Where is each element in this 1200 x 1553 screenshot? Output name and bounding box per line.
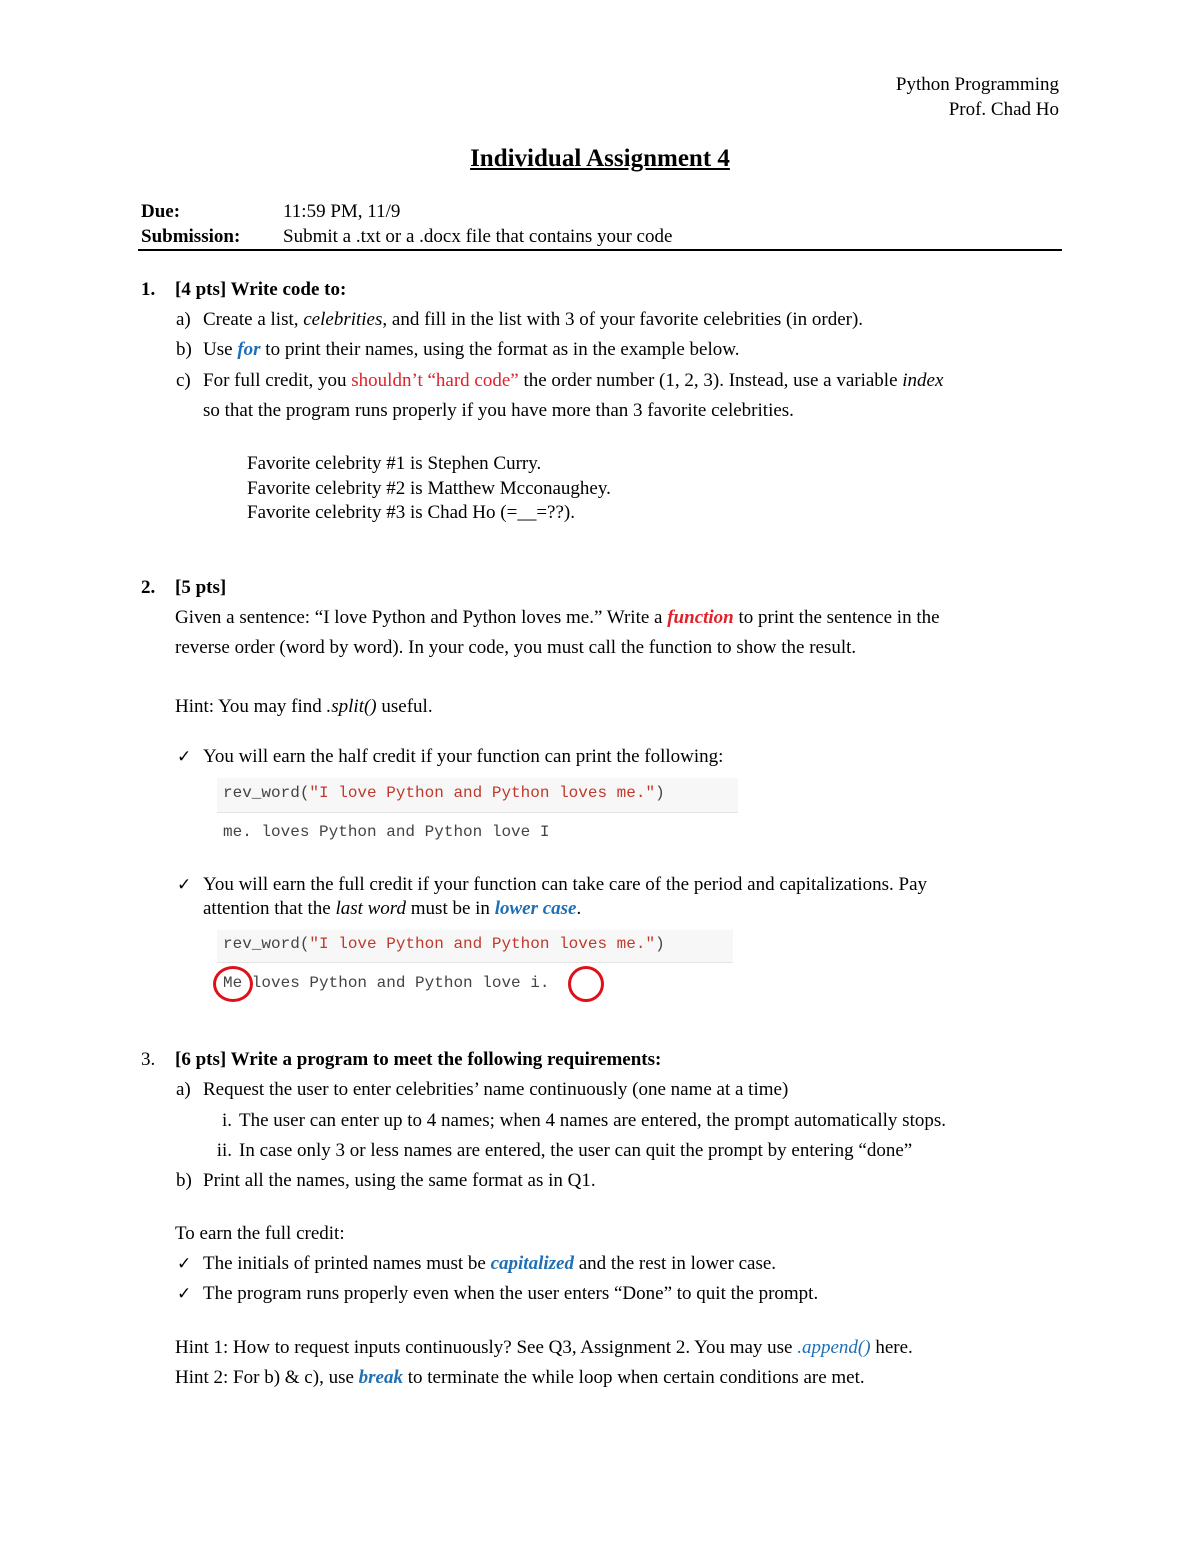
code-output-2: Me loves Python and Python love i.: [223, 974, 550, 992]
q3-a-label: a): [176, 1079, 191, 1100]
q1-b-label: b): [176, 339, 192, 360]
q1-number: 1.: [141, 279, 156, 300]
q3-i-label: i.: [221, 1110, 232, 1131]
half-credit-text: You will earn the half credit if your function can print the following:: [203, 746, 724, 767]
q3-ii-label: ii.: [216, 1140, 232, 1161]
code-output-1: me. loves Python and Python love I: [223, 823, 550, 841]
q2-number: 2.: [141, 577, 156, 598]
q3-hint-2: Hint 2: For b) & c), use break to terminate the while loop when certain conditions are met.: [175, 1367, 865, 1388]
due-value: 11:59 PM, 11/9: [283, 201, 401, 222]
q2-line-2: reverse order (word by word). In your code, you must call the function to show the result.: [175, 637, 857, 658]
example-line-1: Favorite celebrity #1 is Stephen Curry.: [247, 453, 542, 474]
check-icon: ✓: [177, 747, 192, 767]
submission-label: Submission:: [141, 226, 241, 247]
q3-hint-1: Hint 1: How to request inputs continuously? See Q3, Assignment 2. You may use .append() here.: [175, 1337, 913, 1358]
highlight-circle-i: [568, 966, 604, 1002]
code-input-2: rev_word("I love Python and Python loves me."): [217, 930, 733, 963]
q1-b-text: Use for to print their names, using the format as in the example below.: [203, 339, 740, 360]
professor-name: Prof. Chad Ho: [948, 99, 1059, 120]
header-divider: [138, 249, 1062, 251]
due-label: Due:: [141, 201, 181, 222]
full-credit-line-2: attention that the last word must be in lower case.: [203, 898, 582, 919]
submission-value: Submit a .txt or a .docx file that contains your code: [283, 226, 673, 247]
q3-heading: [6 pts] Write a program to meet the following requirements:: [175, 1049, 662, 1070]
q2-line-1: Given a sentence: “I love Python and Python loves me.” Write a function to print the sentence in the: [175, 607, 940, 628]
q1-heading: [4 pts] Write code to:: [175, 279, 347, 300]
q2-hint: Hint: You may find .split() useful.: [175, 696, 433, 717]
code-input-1: rev_word("I love Python and Python loves me."): [217, 778, 738, 813]
q3-a-text: Request the user to enter celebrities’ name continuously (one name at a time): [203, 1079, 789, 1100]
example-line-2: Favorite celebrity #2 is Matthew Mcconaughey.: [247, 478, 611, 499]
q1-c-text-line2: so that the program runs properly if you have more than 3 favorite celebrities.: [203, 400, 794, 421]
q1-a-text: Create a list, celebrities, and fill in the list with 3 of your favorite celebrities (in order).: [203, 309, 864, 330]
q3-full-credit-2: The program runs properly even when the user enters “Done” to quit the prompt.: [203, 1283, 819, 1304]
full-credit-line-1: You will earn the full credit if your function can take care of the period and capitalizations. Pay: [203, 874, 928, 895]
q2-heading: [5 pts]: [175, 577, 227, 598]
q3-b-text: Print all the names, using the same format as in Q1.: [203, 1170, 596, 1191]
q3-full-credit-heading: To earn the full credit:: [175, 1223, 345, 1244]
q1-c-label: c): [176, 370, 191, 391]
q3-number: 3.: [141, 1049, 156, 1070]
q1-c-text: For full credit, you shouldn’t “hard code” the order number (1, 2, 3). Instead, use a variable index: [203, 370, 944, 391]
check-icon: ✓: [177, 1284, 192, 1304]
q3-i-text: The user can enter up to 4 names; when 4 names are entered, the prompt automatically stops.: [239, 1110, 946, 1131]
q3-full-credit-1: The initials of printed names must be capitalized and the rest in lower case.: [203, 1253, 777, 1274]
course-name: Python Programming: [895, 74, 1059, 95]
page-title: Individual Assignment 4: [470, 145, 730, 172]
check-icon: ✓: [177, 1254, 192, 1274]
example-line-3: Favorite celebrity #3 is Chad Ho (=__=??).: [247, 502, 575, 523]
highlight-circle-me: [213, 966, 253, 1002]
q3-ii-text: In case only 3 or less names are entered, the user can quit the prompt by entering “done”: [239, 1140, 913, 1161]
q1-a-label: a): [176, 309, 191, 330]
q3-b-label: b): [176, 1170, 192, 1191]
check-icon: ✓: [177, 875, 192, 895]
